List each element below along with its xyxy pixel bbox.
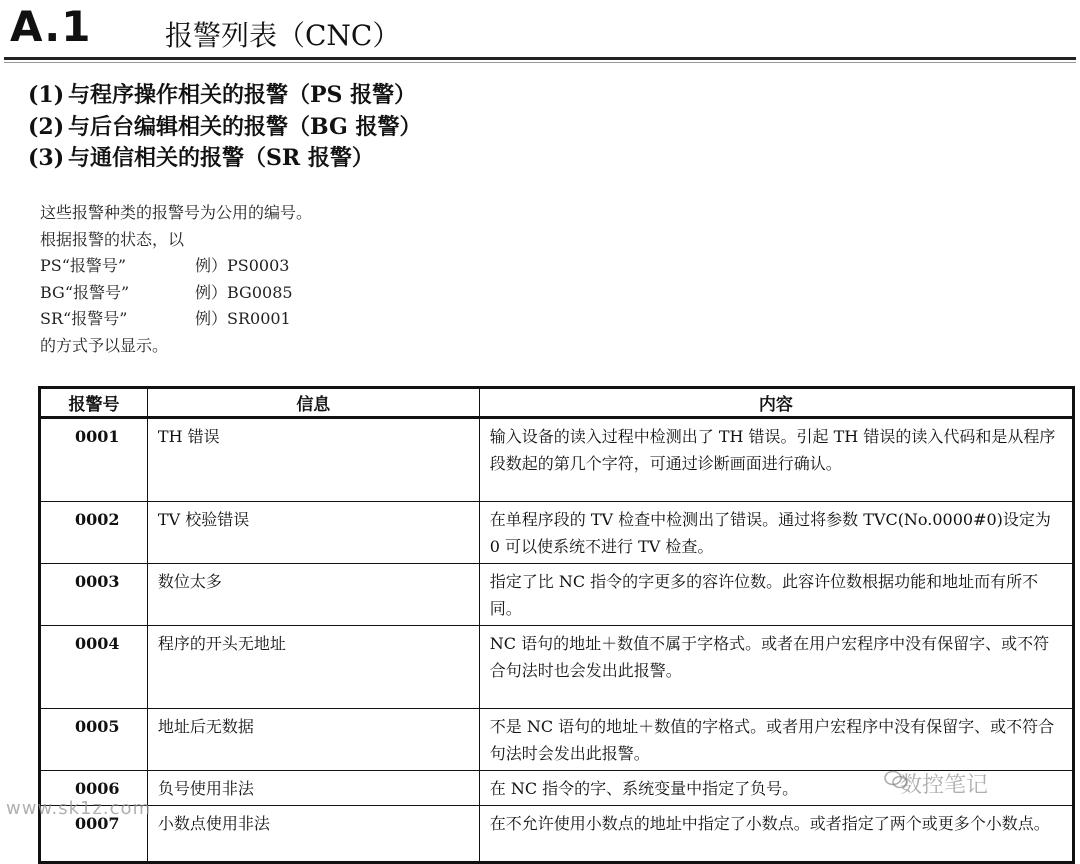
alarm-number: 0001 <box>40 418 148 502</box>
table-row <box>40 564 1074 626</box>
alarm-message: 数位太多 <box>147 564 479 626</box>
header-content: 内容 <box>479 388 1073 418</box>
section-number: (3) <box>28 145 65 171</box>
section-number: (2) <box>28 113 65 140</box>
alarm-number: 0005 <box>40 709 148 771</box>
section-number: (1) <box>28 82 65 108</box>
header-rule <box>4 57 1076 60</box>
section-item <box>28 80 421 112</box>
alarm-message: TV 校验错误 <box>147 502 479 564</box>
alarm-message: TH 错误 <box>147 418 479 502</box>
alarm-content: 输入设备的读入过程中检测出了 TH 错误。引起 TH 错误的读入代码和是从程序段数起的第几个字符，可通过诊断画面进行确认。 <box>479 418 1073 502</box>
alarm-content: 在不允许使用小数点的地址中指定了小数点。或者指定了两个或更多个小数点。 <box>479 806 1073 863</box>
table-header-row <box>40 388 1074 418</box>
intro-line: 根据报警的状态，以 <box>40 229 185 249</box>
header-alarm-no: 报警号 <box>40 388 148 418</box>
example-value: 例）SR0001 <box>195 309 291 328</box>
header-rule-thin <box>4 62 1076 63</box>
example-value: 例）BG0085 <box>195 282 293 302</box>
section-item <box>28 112 421 144</box>
watermark-url: www.sk1z.com <box>6 798 152 819</box>
alarm-content: 在单程序段的 TV 检查中检测出了错误。通过将参数 TVC(No.0000#0)设定为 0 可以使系统不进行 TV 检查。 <box>479 502 1073 564</box>
alarm-number: 0004 <box>40 626 148 709</box>
alarm-message: 小数点使用非法 <box>147 806 479 863</box>
section-text: 与程序操作相关的报警（PS 报警） <box>68 82 417 108</box>
alarm-content: NC 语句的地址＋数值不属于字格式。或者在用户宏程序中没有保留字、或不符合句法时也会发出此报警。 <box>479 626 1073 709</box>
example-prefix: PS“报警号” <box>40 256 127 275</box>
header-message: 信息 <box>147 388 479 418</box>
example-prefix: BG“报警号” <box>40 282 130 302</box>
alarm-message: 地址后无数据 <box>147 709 479 771</box>
intro-line: 的方式予以显示。 <box>40 335 169 355</box>
table-row <box>40 502 1074 564</box>
page-header <box>0 0 1080 62</box>
table-row <box>40 418 1074 502</box>
table-row <box>40 806 1074 863</box>
alarm-number: 0003 <box>40 564 148 626</box>
chapter-number: A.1 <box>10 2 92 51</box>
section-text: 与通信相关的报警（SR 报警） <box>68 145 374 171</box>
example-line <box>40 253 312 280</box>
example-line <box>40 280 312 307</box>
alarm-content: 不是 NC 语句的地址＋数值的字格式。或者用户宏程序中没有保留字、或不符合句法时会发出此报警。 <box>479 709 1073 771</box>
alarm-number: 0007 <box>40 806 148 863</box>
table-row <box>40 626 1074 709</box>
alarm-content: 指定了比 NC 指令的字更多的容许位数。此容许位数根据功能和地址而有所不同。 <box>479 564 1073 626</box>
watermark-brand: 数控笔记 <box>900 773 989 798</box>
section-text: 与后台编辑相关的报警（BG 报警） <box>68 113 422 140</box>
alarm-number: 0002 <box>40 502 148 564</box>
intro-paragraph <box>40 200 312 359</box>
chapter-title: 报警列表（CNC） <box>165 19 401 52</box>
example-prefix: SR“报警号” <box>40 309 128 328</box>
alarm-number: 0006 <box>40 771 148 806</box>
section-item <box>28 143 421 175</box>
alarm-content: 在 NC 指令的字、系统变量中指定了负号。 <box>479 771 1073 806</box>
alarm-message: 负号使用非法 <box>147 771 479 806</box>
example-value: 例）PS0003 <box>195 256 290 275</box>
intro-line: 这些报警种类的报警号为公用的编号。 <box>40 203 313 222</box>
section-list <box>28 80 421 175</box>
alarm-message: 程序的开头无地址 <box>147 626 479 709</box>
table-row <box>40 709 1074 771</box>
example-line <box>40 306 312 333</box>
